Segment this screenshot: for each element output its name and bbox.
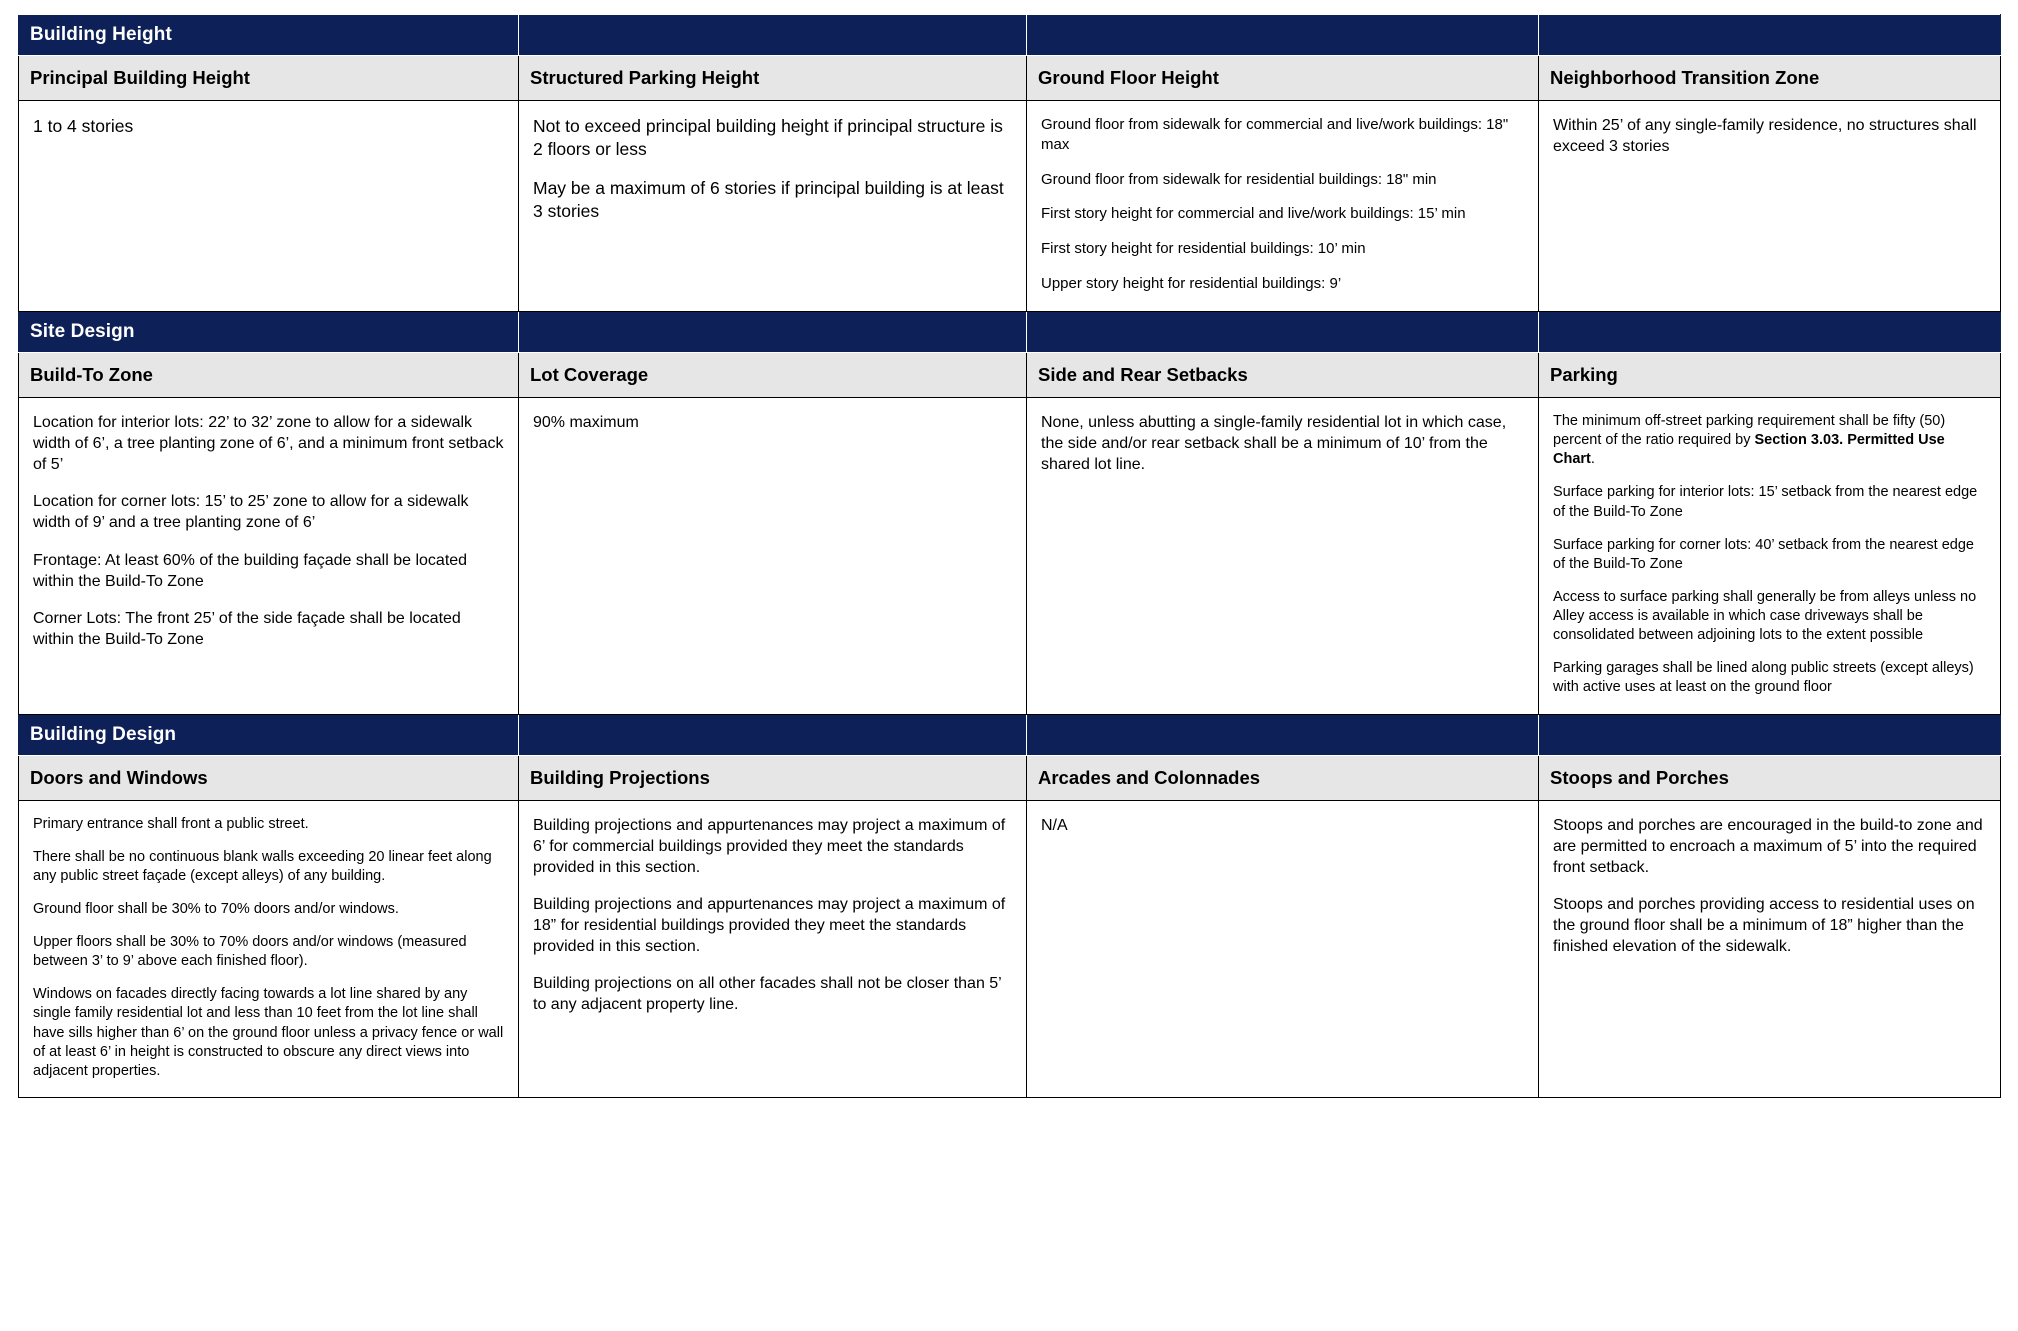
column-header: Building Projections xyxy=(519,755,1027,800)
column-header: Ground Floor Height xyxy=(1027,56,1539,101)
column-header-row xyxy=(19,56,2001,101)
content-cell xyxy=(1539,101,2001,312)
column-header: Doors and Windows xyxy=(19,755,519,800)
section-band-filler xyxy=(519,714,1027,755)
content-cell xyxy=(19,800,519,1097)
zoning-standards-table xyxy=(18,14,2001,1098)
section-band-filler xyxy=(519,312,1027,353)
section-band-filler xyxy=(1027,714,1539,755)
column-header: Principal Building Height xyxy=(19,56,519,101)
content-paragraph: 1 to 4 stories xyxy=(33,116,134,136)
column-header: Neighborhood Transition Zone xyxy=(1539,56,2001,101)
content-cell xyxy=(1027,398,1539,715)
content-paragraph: Stoops and porches are encouraged in the build-to zone and are permitted to encroach a maximum of 5’ into the required front setback. xyxy=(1553,816,1983,876)
content-paragraph: Building projections and appurtenances may project a maximum of 6’ for commercial buildings provided they meet the standards provided in this section. xyxy=(533,816,1006,876)
content-cell xyxy=(1539,398,2001,715)
content-paragraph: The minimum off-street parking requirement shall be fifty (50) percent of the ratio required by Section 3.03. Permitted Use Chart. xyxy=(1553,413,1946,468)
column-header: Build-To Zone xyxy=(19,353,519,398)
content-paragraph: Stoops and porches providing access to residential uses on the ground floor shall be a minimum of 18” higher than the finished elevation of the sidewalk. xyxy=(1553,895,1975,956)
section-band-filler xyxy=(1027,312,1539,353)
table-body xyxy=(19,15,2001,1098)
section-band-filler xyxy=(1539,15,2001,56)
content-paragraph: Frontage: At least 60% of the building façade shall be located within the Build-To Zone xyxy=(33,551,468,590)
column-header: Structured Parking Height xyxy=(519,56,1027,101)
content-cell xyxy=(519,101,1027,312)
content-paragraph: None, unless abutting a single-family residential lot in which case, the side and/or rear setback shall be a minimum of 10’ from the shared lot line. xyxy=(1041,414,1507,474)
content-paragraph: Not to exceed principal building height if principal structure is 2 floors or less xyxy=(533,116,1003,160)
content-paragraph: There shall be no continuous blank walls exceeding 20 linear feet along any public street façade (except alleys) of any building. xyxy=(33,848,492,884)
content-paragraph: Parking garages shall be lined along public streets (except alleys) with active uses at least on the ground floor xyxy=(1553,660,1974,696)
column-header: Side and Rear Setbacks xyxy=(1027,353,1539,398)
section-band-label: Site Design xyxy=(19,312,519,353)
content-cell xyxy=(519,398,1027,715)
content-paragraph: May be a maximum of 6 stories if principal building is at least 3 stories xyxy=(533,178,1004,222)
content-cell xyxy=(1027,101,1539,312)
section-band-row xyxy=(19,312,2001,353)
section-band-filler xyxy=(1539,714,2001,755)
content-row xyxy=(19,101,2001,312)
column-header: Parking xyxy=(1539,353,2001,398)
content-paragraph: Building projections on all other facades shall not be closer than 5’ to any adjacent property line. xyxy=(533,975,1002,1014)
content-paragraph: Upper story height for residential buildings: 9’ xyxy=(1041,274,1342,292)
content-paragraph: Primary entrance shall front a public street. xyxy=(33,815,309,832)
column-header: Stoops and Porches xyxy=(1539,755,2001,800)
column-header: Lot Coverage xyxy=(519,353,1027,398)
section-band-filler xyxy=(1539,312,2001,353)
cross-reference: Section 3.03. Permitted Use Chart xyxy=(1553,432,1945,468)
column-header-row xyxy=(19,755,2001,800)
content-paragraph: Surface parking for corner lots: 40’ setback from the nearest edge of the Build-To Zone xyxy=(1553,536,1974,572)
content-paragraph: Access to surface parking shall generally be from alleys unless no Alley access is available in which case driveways shall be consolidated between adjoining lots to the extent possible xyxy=(1553,588,1977,644)
content-cell xyxy=(19,101,519,312)
content-paragraph: Ground floor from sidewalk for residential buildings: 18" min xyxy=(1041,170,1437,188)
content-cell xyxy=(1027,800,1539,1097)
content-paragraph: Location for corner lots: 15’ to 25’ zone to allow for a sidewalk width of 9’ and a tree planting zone of 6’ xyxy=(33,493,469,532)
column-header: Arcades and Colonnades xyxy=(1027,755,1539,800)
content-paragraph: Location for interior lots: 22’ to 32’ zone to allow for a sidewalk width of 6’, a tree planting zone of 6’, and a minimum front setback of 5’ xyxy=(33,414,504,474)
content-paragraph: Within 25’ of any single-family residence, no structures shall exceed 3 stories xyxy=(1553,117,1977,156)
section-band-filler xyxy=(1027,15,1539,56)
content-paragraph: Building projections and appurtenances may project a maximum of 18” for residential buildings provided they meet the standards provided in this section. xyxy=(533,895,1006,956)
content-paragraph: N/A xyxy=(1041,816,1068,834)
column-header-row xyxy=(19,353,2001,398)
content-paragraph: Ground floor shall be 30% to 70% doors and/or windows. xyxy=(33,900,399,917)
content-paragraph: Upper floors shall be 30% to 70% doors and/or windows (measured between 3’ to 9’ above each finished floor). xyxy=(33,934,467,970)
content-row xyxy=(19,398,2001,715)
section-band-row xyxy=(19,15,2001,56)
content-paragraph: Ground floor from sidewalk for commercial and live/work buildings: 18" max xyxy=(1041,116,1509,153)
content-paragraph: First story height for commercial and live/work buildings: 15’ min xyxy=(1041,205,1466,223)
content-cell xyxy=(1539,800,2001,1097)
content-paragraph: Surface parking for interior lots: 15’ setback from the nearest edge of the Build-To Zone xyxy=(1553,484,1978,520)
section-band-label: Building Design xyxy=(19,714,519,755)
content-row xyxy=(19,800,2001,1097)
content-cell xyxy=(519,800,1027,1097)
content-paragraph: First story height for residential buildings: 10’ min xyxy=(1041,240,1366,258)
section-band-filler xyxy=(519,15,1027,56)
content-paragraph: 90% maximum xyxy=(533,414,639,431)
content-paragraph: Windows on facades directly facing towards a lot line shared by any single family residential lot and less than 10 feet from the lot line shall have sills higher than 6’ on the ground floor unless a privacy fence or wall of at least 6’ in height is constructed to obscure any direct views into adjacent properties. xyxy=(33,986,504,1079)
content-paragraph: Corner Lots: The front 25’ of the side façade shall be located within the Build-To Zone xyxy=(33,609,461,648)
section-band-label: Building Height xyxy=(19,15,519,56)
section-band-row xyxy=(19,714,2001,755)
content-cell xyxy=(19,398,519,715)
